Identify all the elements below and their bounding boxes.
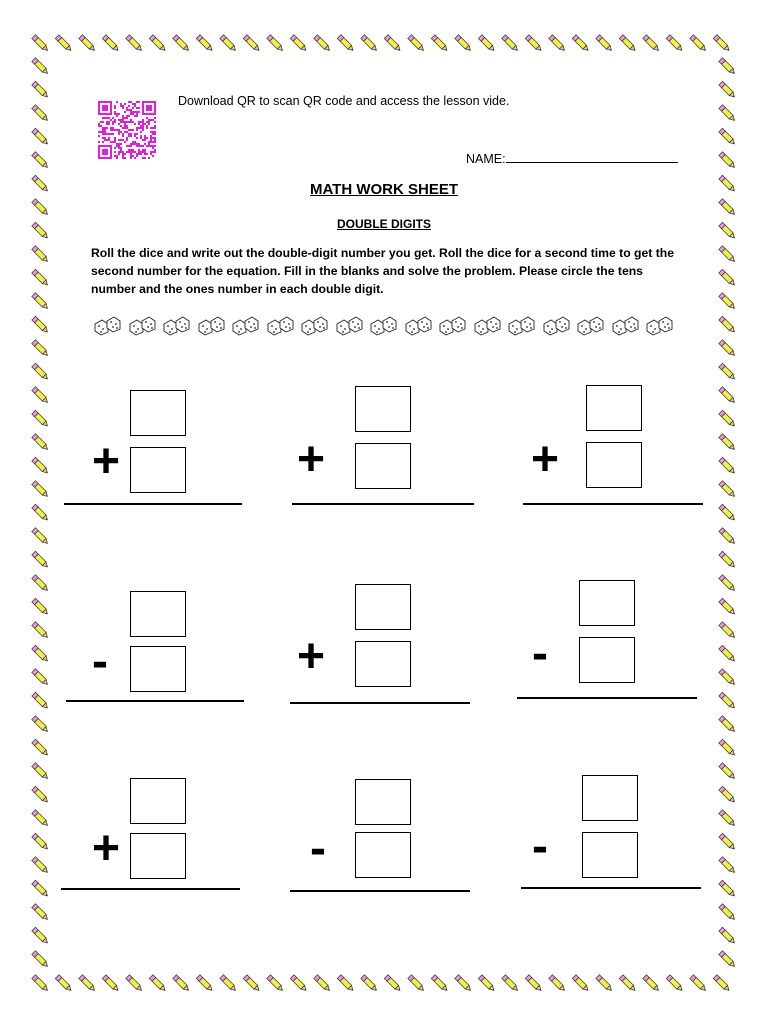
worksheet-subtitle: DOUBLE DIGITS [336, 217, 431, 231]
pencil-icon [32, 598, 49, 615]
pencil-icon [32, 786, 49, 803]
dice-icon [507, 316, 536, 336]
minus-operator: - [532, 627, 548, 680]
plus-operator: + [297, 630, 326, 683]
first-number-box[interactable] [130, 591, 186, 637]
pencil-icon [32, 763, 49, 780]
pencil-icon [719, 669, 736, 686]
pencil-icon [32, 58, 49, 75]
pencil-icon [267, 35, 284, 52]
pencil-icon [173, 975, 190, 992]
pencil-icon [719, 716, 736, 733]
pencil-icon [713, 975, 730, 992]
pencil-icon [549, 35, 566, 52]
pencil-icon [32, 434, 49, 451]
pencil-icon [314, 35, 331, 52]
pencil-icon [719, 880, 736, 897]
pencil-icon [643, 975, 660, 992]
name-field[interactable] [466, 150, 678, 166]
second-number-box[interactable] [355, 443, 411, 489]
pencil-icon [719, 105, 736, 122]
answer-line[interactable] [521, 887, 701, 889]
answer-line[interactable] [523, 503, 703, 505]
pencil-icon [384, 35, 401, 52]
pencil-icon [32, 669, 49, 686]
pencil-icon [337, 975, 354, 992]
dice-row [93, 316, 674, 336]
pencil-icon [314, 975, 331, 992]
pencil-icon [719, 481, 736, 498]
second-number-box[interactable] [355, 641, 411, 687]
pencil-icon [32, 481, 49, 498]
dice-icon [369, 316, 398, 336]
pencil-icon [502, 975, 519, 992]
pencil-icon [719, 457, 736, 474]
pencil-icon [572, 975, 589, 992]
dice-icon [473, 316, 502, 336]
pencil-icon [713, 35, 730, 52]
name-label: NAME: [466, 152, 506, 166]
pencil-icon [719, 128, 736, 145]
dice-icon [611, 316, 640, 336]
pencil-icon [32, 81, 49, 98]
pencil-icon [719, 269, 736, 286]
pencil-icon [619, 975, 636, 992]
second-number-box[interactable] [579, 637, 635, 683]
pencil-icon [719, 152, 736, 169]
pencil-icon [502, 35, 519, 52]
pencil-icon [32, 692, 49, 709]
pencil-icon [719, 316, 736, 333]
pencil-icon [719, 904, 736, 921]
pencil-icon [719, 763, 736, 780]
pencil-icon [32, 880, 49, 897]
answer-line[interactable] [61, 888, 240, 890]
pencil-icon [719, 575, 736, 592]
second-number-box[interactable] [582, 832, 638, 878]
dice-icon [266, 316, 295, 336]
second-number-box[interactable] [355, 832, 411, 878]
first-number-box[interactable] [130, 390, 186, 436]
pencil-icon [32, 35, 49, 52]
pencil-icon [719, 786, 736, 803]
pencil-icon [32, 622, 49, 639]
dice-icon [438, 316, 467, 336]
pencil-icon [102, 35, 119, 52]
answer-line[interactable] [290, 890, 470, 892]
dice-icon [197, 316, 226, 336]
pencil-icon [32, 904, 49, 921]
first-number-box[interactable] [130, 778, 186, 824]
minus-operator: - [310, 822, 326, 875]
pencil-icon [32, 152, 49, 169]
pencil-icon [719, 293, 736, 310]
pencil-icon [431, 975, 448, 992]
minus-operator: - [92, 635, 108, 688]
qr-instructions: Download QR to scan QR code and access the lesson vide. [178, 94, 510, 108]
first-number-box[interactable] [582, 775, 638, 821]
pencil-icon [719, 58, 736, 75]
plus-operator: + [531, 433, 560, 486]
pencil-icon [719, 951, 736, 968]
pencil-icon [719, 645, 736, 662]
pencil-icon [408, 975, 425, 992]
second-number-box[interactable] [586, 442, 642, 488]
pencil-icon [32, 739, 49, 756]
pencil-icon [666, 975, 683, 992]
pencil-icon [79, 35, 96, 52]
pencil-icon [478, 975, 495, 992]
pencil-icon [549, 975, 566, 992]
name-blank-line[interactable] [506, 150, 678, 163]
dice-icon [93, 316, 122, 336]
pencil-icon [32, 293, 49, 310]
pencil-icon [55, 35, 72, 52]
pencil-icon [719, 810, 736, 827]
dice-icon [404, 316, 433, 336]
answer-line[interactable] [290, 702, 470, 704]
pencil-icon [719, 340, 736, 357]
pencil-icon [32, 716, 49, 733]
first-number-box[interactable] [355, 386, 411, 432]
pencil-icon [32, 951, 49, 968]
pencil-icon [102, 975, 119, 992]
plus-operator: + [92, 822, 121, 875]
pencil-icon [32, 387, 49, 404]
pencil-icon [32, 410, 49, 427]
instructions-text: Roll the dice and write out the double-digit number you get. Roll the dice for a second time to get the second number for the equation. Fill in the blanks and solve the problem. Please circle the tens number and the ones number in each double digit. [91, 246, 675, 296]
pencil-icon [478, 35, 495, 52]
pencil-icon [32, 528, 49, 545]
plus-operator: + [92, 435, 121, 488]
pencil-icon [719, 857, 736, 874]
pencil-icon [719, 246, 736, 263]
pencil-icon [32, 199, 49, 216]
pencil-icon [361, 35, 378, 52]
pencil-icon [337, 35, 354, 52]
second-number-box[interactable] [130, 447, 186, 493]
pencil-icon [32, 340, 49, 357]
worksheet-title: MATH WORK SHEET [309, 181, 459, 198]
pencil-icon [596, 975, 613, 992]
answer-line[interactable] [64, 503, 242, 505]
pencil-icon [32, 504, 49, 521]
pencil-icon [596, 35, 613, 52]
pencil-icon [525, 975, 542, 992]
pencil-icon [525, 35, 542, 52]
pencil-icon [220, 35, 237, 52]
pencil-icon [196, 35, 213, 52]
pencil-icon [126, 35, 143, 52]
pencil-icon [408, 35, 425, 52]
qr-code-icon [98, 101, 156, 159]
pencil-icon [32, 105, 49, 122]
pencil-icon [719, 833, 736, 850]
pencil-icon [79, 975, 96, 992]
pencil-icon [32, 246, 49, 263]
first-number-box[interactable] [355, 584, 411, 630]
answer-line[interactable] [517, 697, 697, 699]
pencil-icon [32, 457, 49, 474]
pencil-icon [719, 199, 736, 216]
pencil-icon [243, 35, 260, 52]
pencil-icon [149, 35, 166, 52]
pencil-icon [361, 975, 378, 992]
pencil-icon [290, 975, 307, 992]
pencil-icon [572, 35, 589, 52]
pencil-icon [719, 927, 736, 944]
pencil-icon [32, 363, 49, 380]
pencil-icon [690, 975, 707, 992]
pencil-icon [32, 316, 49, 333]
pencil-icon [32, 810, 49, 827]
pencil-icon [32, 575, 49, 592]
pencil-icon [196, 975, 213, 992]
dice-icon [645, 316, 674, 336]
pencil-icon [619, 35, 636, 52]
first-number-box[interactable] [579, 580, 635, 626]
first-number-box[interactable] [355, 779, 411, 825]
pencil-icon [243, 975, 260, 992]
minus-operator: - [532, 820, 548, 873]
pencil-icon [32, 645, 49, 662]
dice-icon [576, 316, 605, 336]
pencil-icon [149, 975, 166, 992]
pencil-icon [719, 739, 736, 756]
pencil-icon [719, 598, 736, 615]
pencil-icon [719, 622, 736, 639]
dice-icon [128, 316, 157, 336]
dice-icon [162, 316, 191, 336]
pencil-icon [32, 927, 49, 944]
pencil-icon [455, 975, 472, 992]
dice-icon [231, 316, 260, 336]
plus-operator: + [297, 433, 326, 486]
pencil-icon [719, 81, 736, 98]
dice-icon [542, 316, 571, 336]
pencil-icon [666, 35, 683, 52]
pencil-icon [719, 528, 736, 545]
pencil-icon [719, 551, 736, 568]
second-number-box[interactable] [130, 646, 186, 692]
pencil-icon [643, 35, 660, 52]
pencil-icon [384, 975, 401, 992]
pencil-icon [455, 35, 472, 52]
pencil-icon [32, 128, 49, 145]
answer-line[interactable] [292, 503, 474, 505]
pencil-icon [719, 410, 736, 427]
pencil-icon [32, 551, 49, 568]
pencil-icon [719, 363, 736, 380]
pencil-icon [719, 387, 736, 404]
first-number-box[interactable] [586, 385, 642, 431]
pencil-icon [32, 833, 49, 850]
pencil-icon [719, 504, 736, 521]
pencil-icon [719, 692, 736, 709]
pencil-icon [32, 857, 49, 874]
pencil-icon [32, 269, 49, 286]
pencil-icon [690, 35, 707, 52]
pencil-icon [126, 975, 143, 992]
pencil-icon [220, 975, 237, 992]
pencil-icon [290, 35, 307, 52]
second-number-box[interactable] [130, 833, 186, 879]
dice-icon [300, 316, 329, 336]
dice-icon [335, 316, 364, 336]
pencil-icon [32, 975, 49, 992]
pencil-icon [267, 975, 284, 992]
answer-line[interactable] [66, 700, 244, 702]
pencil-icon [55, 975, 72, 992]
pencil-icon [173, 35, 190, 52]
pencil-icon [431, 35, 448, 52]
pencil-icon [719, 434, 736, 451]
